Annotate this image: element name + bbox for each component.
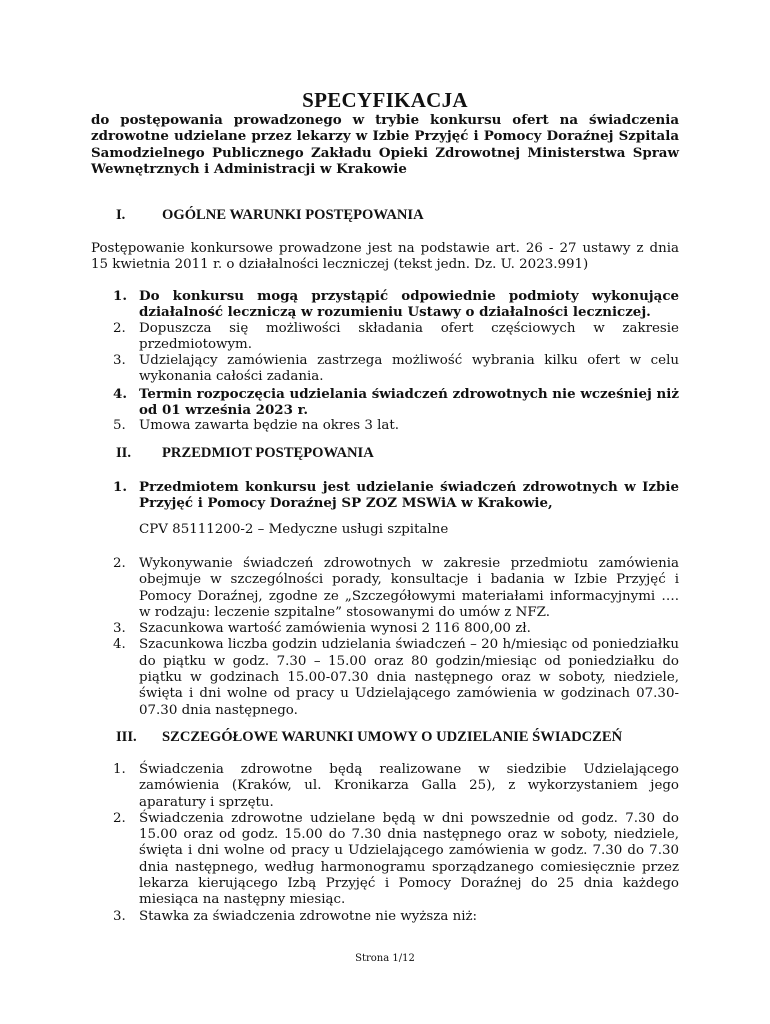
list-item-text: Wykonywanie świadczeń zdrowotnych w zakresie przedmiotu zamówienia obejmuje w szczególności porady, konsultacje i badania w Izbie Przyjęć i Pomocy Doraźnej, zgodne ze „Szczegółowymi materiałami informacyjnymi …. w rodzaju: leczenie szpitalne” stosowanymi do umów z NFZ.: [139, 556, 679, 620]
list-item: [91, 762, 679, 811]
list-item: [91, 288, 679, 321]
list-item: [91, 418, 679, 434]
list-item-text: Stawka za świadczenia zdrowotne nie wyższa niż:: [139, 908, 478, 924]
section2-list-b: [91, 556, 679, 719]
list-item: [91, 621, 679, 637]
list-item-number: 2.: [113, 320, 126, 336]
list-item: [91, 386, 679, 419]
list-item-text: Szacunkowa wartość zamówienia wynosi 2 116 800,00 zł.: [139, 621, 531, 637]
list-item-number: 2.: [113, 810, 126, 826]
list-item: [91, 353, 679, 386]
section2-list-a: [91, 479, 679, 512]
list-item-text: Dopuszcza się możliwości składania ofert częściowych w zakresie przedmiotowym.: [139, 320, 679, 352]
document-title: SPECYFIKACJA: [302, 88, 468, 112]
list-item-text: Szacunkowa liczba godzin udzielania świadczeń – 20 h/miesiąc od poniedziałku do piątku w godz. 7.30 – 15.00 oraz 80 godzin/miesiąc od poniedziałku do piątku w godzinach 15.00-07.30 dnia następnego oraz w soboty, niedziele, święta i dni wolne od pracy u Udzielającego zamówienia w godzinach 07.30-07.30 dnia następnego.: [139, 637, 679, 718]
list-item: [91, 479, 679, 512]
list-item-number: 2.: [113, 556, 126, 571]
list-item-text: Przedmiotem konkursu jest udzielanie świadczeń zdrowotnych w Izbie Przyjęć i Pomocy Doraźnej SP ZOZ MSWiA w Krakowie,: [139, 479, 679, 512]
list-item: [91, 556, 679, 621]
list-item-number: 3.: [113, 621, 126, 637]
section3-list: [91, 762, 679, 925]
section-number: II.: [116, 445, 132, 461]
list-item-text: Świadczenia zdrowotne udzielane będą w dni powszednie od godz. 7.30 do 15.00 oraz od godz. 15.00 do 7.30 dnia następnego oraz w soboty, niedziele, święta i dni wolne od pracy u Udzielającego zamówienia w godz. 7.30 do 7.30 dnia następnego, według harmonogramu sporządzanego comiesięcznie przez lekarza kierującego Izbą Przyjęć i Pomocy Doraźnej do 25 dnia każdego miesiąca na następny miesiąc.: [139, 810, 679, 908]
list-item: [91, 637, 679, 718]
list-item: [91, 811, 679, 909]
list-item: [91, 909, 679, 925]
list-item-text: Do konkursu mogą przystąpić odpowiednie podmioty wykonujące działalność leczniczą w rozumieniu Ustawy o działalności leczniczej.: [139, 288, 679, 321]
section-number: I.: [116, 207, 126, 223]
section-number: III.: [116, 729, 137, 745]
cpv-code: CPV 85111200-2 – Medyczne usługi szpitalne: [139, 522, 449, 537]
list-item-text: Udzielający zamówienia zastrzega możliwość wybrania kilku ofert w celu wykonania całości zadania.: [139, 353, 679, 385]
list-item-text: Termin rozpoczęcia udzielania świadczeń zdrowotnych nie wcześniej niż od 01 września 2023 r.: [139, 385, 679, 419]
document-subtitle: do postępowania prowadzonego w trybie konkursu ofert na świadczenia zdrowotne udzielane przez lekarzy w Izbie Przyjęć i Pomocy Doraźnej Szpitala Samodzielnego Publicznego Zakładu Opieki Zdrowotnej Ministerstwa Spraw Wewnętrznych i Administracji w Krakowie: [91, 112, 679, 177]
list-item-number: 1.: [113, 479, 127, 495]
list-item-number: 5.: [113, 418, 126, 434]
list-item: [91, 321, 679, 354]
list-item-text: Umowa zawarta będzie na okres 3 lat.: [139, 418, 400, 434]
list-item-number: 3.: [113, 908, 126, 924]
section-title: OGÓLNE WARUNKI POSTĘPOWANIA: [162, 207, 424, 223]
section-title: SZCZEGÓŁOWE WARUNKI UMOWY O UDZIELANIE ŚWIADCZEŃ: [162, 729, 623, 745]
section-title: PRZEDMIOT POSTĘPOWANIA: [162, 445, 374, 461]
list-item-number: 1.: [113, 288, 127, 304]
list-item-number: 4.: [113, 637, 126, 653]
section1-intro: Postępowanie konkursowe prowadzone jest na podstawie art. 26 - 27 ustawy z dnia 15 kwietnia 2011 r. o działalności leczniczej (tekst jedn. Dz. U. 2023.991): [91, 241, 679, 273]
list-item-text: Świadczenia zdrowotne będą realizowane w siedzibie Udzielającego zamówienia (Kraków, ul. Kronikarza Galla 25), z wykorzystaniem jego aparatury i sprzętu.: [139, 762, 679, 810]
list-item-number: 1.: [113, 762, 126, 777]
list-item-number: 4.: [113, 385, 127, 402]
page-number: Strona 1/12: [355, 953, 415, 964]
section1-list: [91, 288, 679, 435]
list-item-number: 3.: [113, 353, 126, 369]
